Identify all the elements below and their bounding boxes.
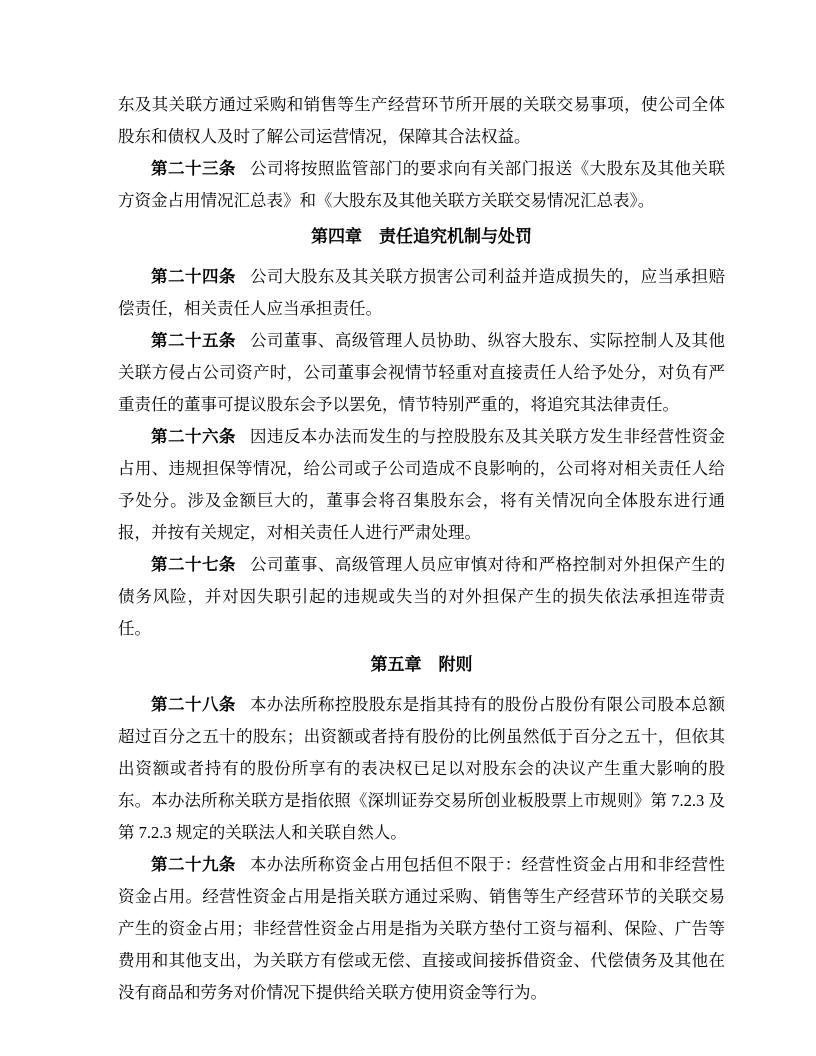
article-text: 本办法所称资金占用包括但不限于：经营性资金占用和非经营性资金占用。经营性资金占用是指关联方通过采购、销售等生产经营环节的关联交易产生的资金占用；非经营性资金占用是指为关联方垫付工资与福利、保险、广告等费用和其他支出，为关联方有偿或无偿、直接或间接拆借资金、代偿债务及其他在没有商品和劳务对价情况下提供给关联方使用资金等行为。 xyxy=(118,855,726,1002)
article-25-paragraph xyxy=(118,325,725,421)
article-number: 第二十五条 xyxy=(151,331,236,350)
article-26-paragraph xyxy=(118,421,725,549)
article-text: 因违反本办法而发生的与控股股东及其关联方发生非经营性资金占用、违规担保等情况，给公司或子公司造成不良影响的，公司将对相关责任人给予处分。涉及金额巨大的，董事会将召集股东会，将有关情况向全体股东进行通报，并按有关规定，对相关责任人进行严肃处理。 xyxy=(118,427,726,542)
article-number: 第二十七条 xyxy=(151,555,236,574)
article-text: 公司董事、高级管理人员协助、纵容大股东、实际控制人及其他关联方侵占公司资产时，公司董事会视情节轻重对直接责任人给予处分，对负有严重责任的董事可提议股东会予以罢免，情节特别严重的，将追究其法律责任。 xyxy=(118,331,726,414)
article-number: 第二十八条 xyxy=(151,695,236,714)
article-27-paragraph xyxy=(118,549,725,645)
paragraph-text: 东及其关联方通过采购和销售等生产经营环节所开展的关联交易事项，使公司全体股东和债权人及时了解公司运营情况，保障其合法权益。 xyxy=(118,95,725,146)
article-number: 第二十六条 xyxy=(151,427,236,446)
article-text: 公司将按照监管部门的要求向有关部门报送《大股东及其他关联方资金占用情况汇总表》和《大股东及其他关联方关联交易情况汇总表》。 xyxy=(118,159,726,210)
article-28-paragraph xyxy=(118,689,725,849)
article-text: 公司董事、高级管理人员应审慎对待和严格控制对外担保产生的债务风险，并对因失职引起的违规或失当的对外担保产生的损失依法承担连带责任。 xyxy=(118,555,726,638)
chapter-5-heading: 第五章 附则 xyxy=(370,655,473,674)
paragraph-continuation xyxy=(118,89,725,153)
article-29-paragraph xyxy=(118,849,725,1009)
document-body xyxy=(118,89,725,1009)
article-number: 第二十九条 xyxy=(151,855,236,874)
article-24-paragraph xyxy=(118,261,725,325)
article-text: 本办法所称控股股东是指其持有的股份占股份有限公司股本总额超过百分之五十的股东；出资额或者持有股份的比例虽然低于百分之五十，但依其出资额或者持有的股份所享有的表决权已足以对股东会的决议产生重大影响的股东。本办法所称关联方是指依照《深圳证券交易所创业板股票上市规则》第 7.2.3 及第 7.2.3 规定的关联法人和关联自然人。 xyxy=(118,695,726,842)
article-number: 第二十四条 xyxy=(151,267,236,286)
article-23-paragraph xyxy=(118,153,725,217)
chapter-4-heading: 第四章 责任追究机制与处罚 xyxy=(311,227,532,246)
article-text: 公司大股东及其关联方损害公司利益并造成损失的，应当承担赔偿责任，相关责任人应当承担责任。 xyxy=(118,267,726,318)
article-number: 第二十三条 xyxy=(151,159,236,178)
